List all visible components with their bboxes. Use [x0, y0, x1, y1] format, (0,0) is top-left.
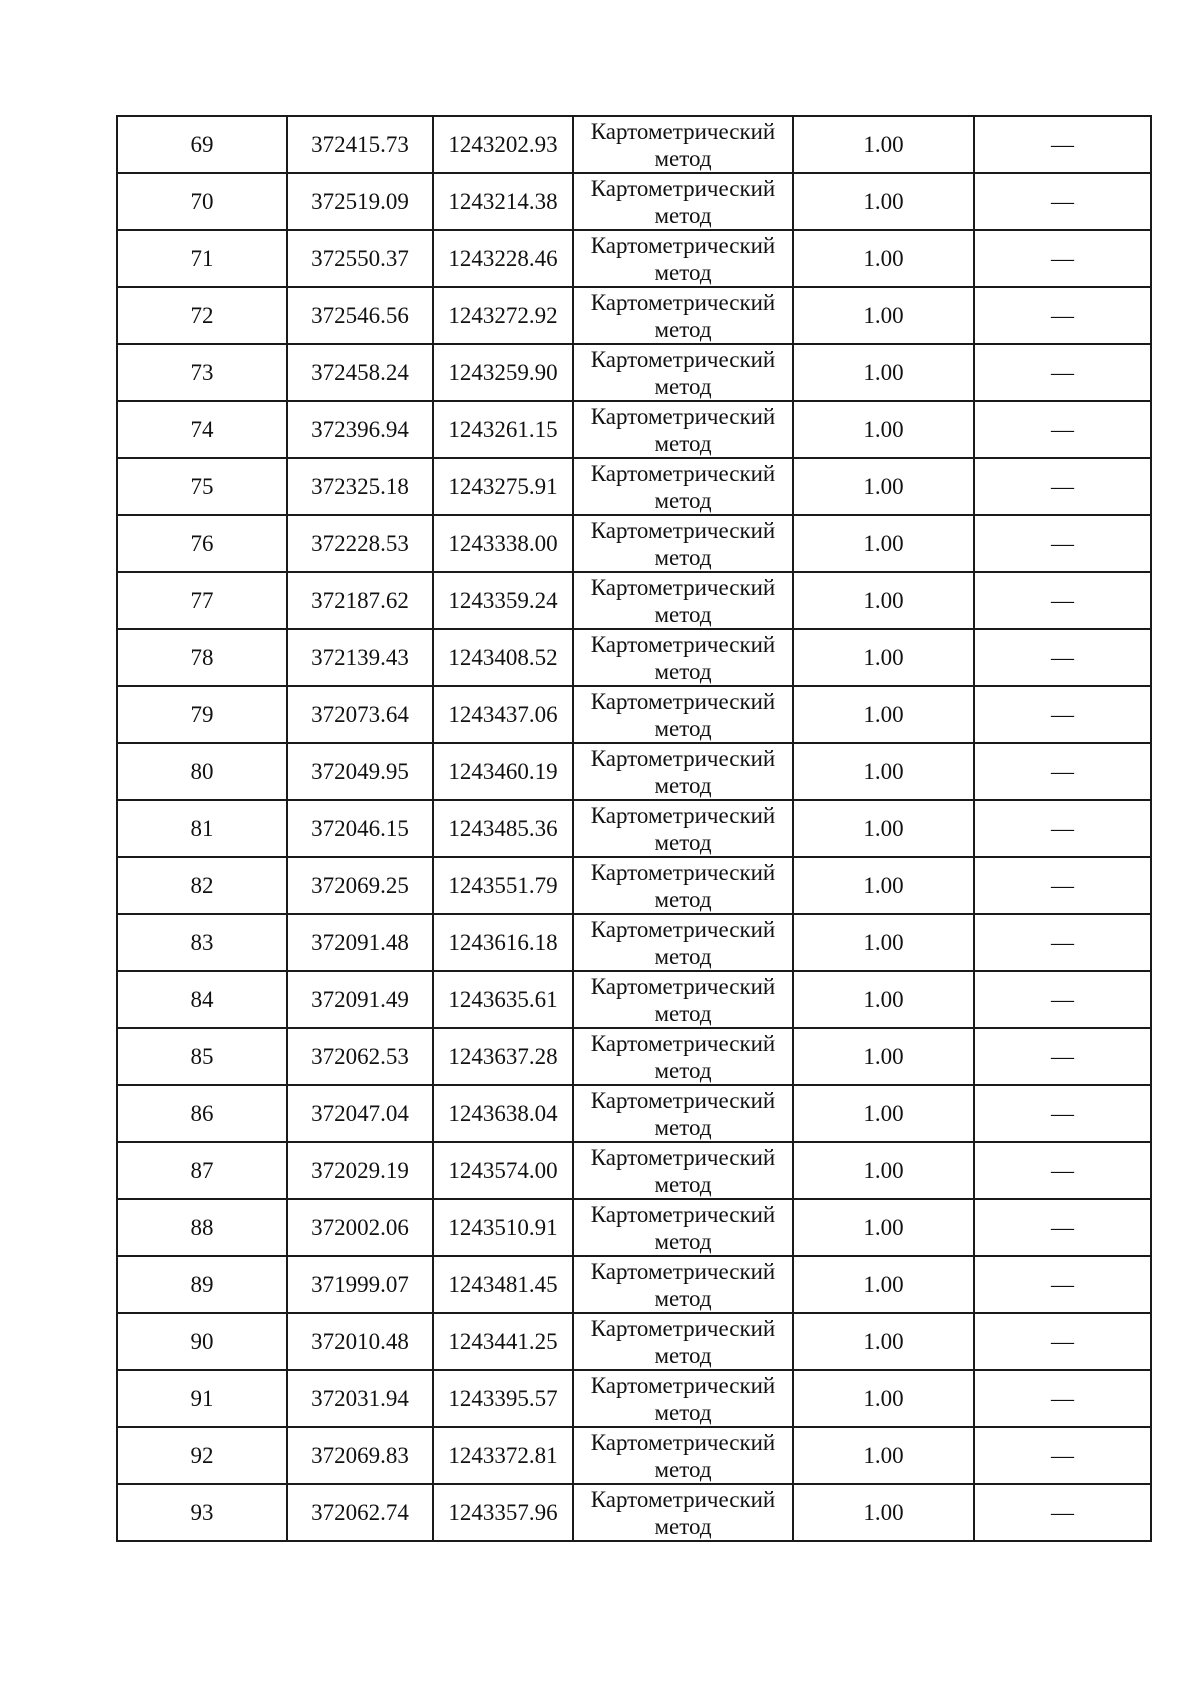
- method-line-2: метод: [654, 1286, 712, 1311]
- accuracy-cell: 1.00: [793, 743, 974, 800]
- coordinate-y-cell: 1243510.91: [433, 1199, 573, 1256]
- table-row: [117, 1256, 1151, 1313]
- accuracy-cell: 1.00: [793, 1199, 974, 1256]
- point-number-cell: 76: [117, 515, 287, 572]
- method-cell: [573, 629, 793, 686]
- coordinate-x-cell: 372415.73: [287, 116, 433, 173]
- note-cell: —: [974, 1028, 1151, 1085]
- method-line-1: Картометрический: [590, 1259, 776, 1284]
- table-row: [117, 173, 1151, 230]
- method-line-1: Картометрический: [590, 917, 776, 942]
- method-line-1: Картометрический: [590, 119, 776, 144]
- table-row: [117, 629, 1151, 686]
- point-number-cell: 80: [117, 743, 287, 800]
- note-cell: —: [974, 401, 1151, 458]
- table-row: [117, 401, 1151, 458]
- method-line-2: метод: [654, 260, 712, 285]
- coordinate-x-cell: 372073.64: [287, 686, 433, 743]
- method-cell: [573, 344, 793, 401]
- table-row: [117, 230, 1151, 287]
- point-number-cell: 90: [117, 1313, 287, 1370]
- method-line-1: Картометрический: [590, 689, 776, 714]
- accuracy-cell: 1.00: [793, 230, 974, 287]
- point-number-cell: 93: [117, 1484, 287, 1541]
- table-row: [117, 1313, 1151, 1370]
- point-number-cell: 78: [117, 629, 287, 686]
- coordinate-y-cell: 1243460.19: [433, 743, 573, 800]
- method-line-2: метод: [654, 1001, 712, 1026]
- accuracy-cell: 1.00: [793, 344, 974, 401]
- method-cell: [573, 515, 793, 572]
- accuracy-cell: 1.00: [793, 1256, 974, 1313]
- accuracy-cell: 1.00: [793, 914, 974, 971]
- coordinate-y-cell: 1243395.57: [433, 1370, 573, 1427]
- method-cell: [573, 1484, 793, 1541]
- table-row: [117, 1028, 1151, 1085]
- point-number-cell: 73: [117, 344, 287, 401]
- coordinate-x-cell: 372228.53: [287, 515, 433, 572]
- coordinate-x-cell: 372010.48: [287, 1313, 433, 1370]
- note-cell: —: [974, 116, 1151, 173]
- point-number-cell: 77: [117, 572, 287, 629]
- method-line-2: метод: [654, 830, 712, 855]
- coordinate-x-cell: 372029.19: [287, 1142, 433, 1199]
- note-cell: —: [974, 1427, 1151, 1484]
- coordinate-y-cell: 1243638.04: [433, 1085, 573, 1142]
- point-number-cell: 86: [117, 1085, 287, 1142]
- table-row: [117, 1199, 1151, 1256]
- accuracy-cell: 1.00: [793, 173, 974, 230]
- point-number-cell: 85: [117, 1028, 287, 1085]
- method-line-1: Картометрический: [590, 860, 776, 885]
- method-line-1: Картометрический: [590, 1430, 776, 1455]
- accuracy-cell: 1.00: [793, 287, 974, 344]
- method-cell: [573, 1313, 793, 1370]
- method-line-2: метод: [654, 545, 712, 570]
- coordinate-y-cell: 1243228.46: [433, 230, 573, 287]
- method-line-1: Картометрический: [590, 347, 776, 372]
- table-row: [117, 1085, 1151, 1142]
- table-row: [117, 1427, 1151, 1484]
- coordinate-x-cell: 372069.83: [287, 1427, 433, 1484]
- coordinate-y-cell: 1243635.61: [433, 971, 573, 1028]
- point-number-cell: 69: [117, 116, 287, 173]
- method-line-2: метод: [654, 1058, 712, 1083]
- table-row: [117, 344, 1151, 401]
- method-line-2: метод: [654, 1115, 712, 1140]
- coordinate-x-cell: 372047.04: [287, 1085, 433, 1142]
- method-line-1: Картометрический: [590, 974, 776, 999]
- method-cell: [573, 800, 793, 857]
- note-cell: —: [974, 1256, 1151, 1313]
- method-line-1: Картометрический: [590, 518, 776, 543]
- table-row: [117, 458, 1151, 515]
- method-line-2: метод: [654, 203, 712, 228]
- coordinate-x-cell: 372139.43: [287, 629, 433, 686]
- method-line-1: Картометрический: [590, 1088, 776, 1113]
- coordinate-y-cell: 1243202.93: [433, 116, 573, 173]
- coordinate-y-cell: 1243551.79: [433, 857, 573, 914]
- note-cell: —: [974, 1484, 1151, 1541]
- point-number-cell: 72: [117, 287, 287, 344]
- method-line-2: метод: [654, 887, 712, 912]
- point-number-cell: 91: [117, 1370, 287, 1427]
- point-number-cell: 87: [117, 1142, 287, 1199]
- coordinate-y-cell: 1243259.90: [433, 344, 573, 401]
- note-cell: —: [974, 857, 1151, 914]
- point-number-cell: 89: [117, 1256, 287, 1313]
- accuracy-cell: 1.00: [793, 572, 974, 629]
- method-line-2: метод: [654, 1457, 712, 1482]
- coordinate-y-cell: 1243359.24: [433, 572, 573, 629]
- coordinate-y-cell: 1243574.00: [433, 1142, 573, 1199]
- method-line-1: Картометрический: [590, 233, 776, 258]
- method-line-1: Картометрический: [590, 1316, 776, 1341]
- point-number-cell: 84: [117, 971, 287, 1028]
- method-line-1: Картометрический: [590, 1373, 776, 1398]
- accuracy-cell: 1.00: [793, 1142, 974, 1199]
- note-cell: —: [974, 344, 1151, 401]
- note-cell: —: [974, 971, 1151, 1028]
- accuracy-cell: 1.00: [793, 1427, 974, 1484]
- method-cell: [573, 287, 793, 344]
- coordinate-x-cell: 372046.15: [287, 800, 433, 857]
- method-line-1: Картометрический: [590, 1031, 776, 1056]
- note-cell: —: [974, 515, 1151, 572]
- note-cell: —: [974, 287, 1151, 344]
- accuracy-cell: 1.00: [793, 629, 974, 686]
- method-line-1: Картометрический: [590, 290, 776, 315]
- table-row: [117, 686, 1151, 743]
- coordinate-x-cell: 372031.94: [287, 1370, 433, 1427]
- coordinate-y-cell: 1243372.81: [433, 1427, 573, 1484]
- coordinate-y-cell: 1243338.00: [433, 515, 573, 572]
- coordinate-x-cell: 372550.37: [287, 230, 433, 287]
- coordinate-x-cell: 372091.48: [287, 914, 433, 971]
- coordinate-y-cell: 1243214.38: [433, 173, 573, 230]
- coordinate-y-cell: 1243437.06: [433, 686, 573, 743]
- point-number-cell: 75: [117, 458, 287, 515]
- note-cell: —: [974, 173, 1151, 230]
- note-cell: —: [974, 458, 1151, 515]
- method-line-2: метод: [654, 1400, 712, 1425]
- table-row: [117, 116, 1151, 173]
- method-cell: [573, 1199, 793, 1256]
- method-cell: [573, 857, 793, 914]
- accuracy-cell: 1.00: [793, 1370, 974, 1427]
- method-line-2: метод: [654, 1229, 712, 1254]
- method-line-2: метод: [654, 602, 712, 627]
- method-cell: [573, 914, 793, 971]
- method-line-2: метод: [654, 317, 712, 342]
- accuracy-cell: 1.00: [793, 1085, 974, 1142]
- note-cell: —: [974, 1313, 1151, 1370]
- method-cell: [573, 458, 793, 515]
- coordinate-y-cell: 1243485.36: [433, 800, 573, 857]
- accuracy-cell: 1.00: [793, 515, 974, 572]
- coordinate-x-cell: 372062.74: [287, 1484, 433, 1541]
- accuracy-cell: 1.00: [793, 1028, 974, 1085]
- method-line-2: метод: [654, 374, 712, 399]
- method-line-1: Картометрический: [590, 632, 776, 657]
- method-line-1: Картометрический: [590, 746, 776, 771]
- method-line-2: метод: [654, 944, 712, 969]
- coordinate-x-cell: 372049.95: [287, 743, 433, 800]
- coordinate-x-cell: 372002.06: [287, 1199, 433, 1256]
- coordinate-x-cell: 372325.18: [287, 458, 433, 515]
- note-cell: —: [974, 572, 1151, 629]
- method-cell: [573, 230, 793, 287]
- table-row: [117, 287, 1151, 344]
- method-line-2: метод: [654, 1514, 712, 1539]
- point-number-cell: 83: [117, 914, 287, 971]
- coordinate-y-cell: 1243441.25: [433, 1313, 573, 1370]
- accuracy-cell: 1.00: [793, 1484, 974, 1541]
- method-line-2: метод: [654, 488, 712, 513]
- note-cell: —: [974, 1142, 1151, 1199]
- table-row: [117, 800, 1151, 857]
- accuracy-cell: 1.00: [793, 1313, 974, 1370]
- method-line-2: метод: [654, 773, 712, 798]
- point-number-cell: 92: [117, 1427, 287, 1484]
- point-number-cell: 81: [117, 800, 287, 857]
- coordinate-x-cell: 372062.53: [287, 1028, 433, 1085]
- method-cell: [573, 1427, 793, 1484]
- method-line-2: метод: [654, 716, 712, 741]
- method-cell: [573, 1142, 793, 1199]
- coordinate-y-cell: 1243272.92: [433, 287, 573, 344]
- coordinate-x-cell: 372519.09: [287, 173, 433, 230]
- method-line-1: Картометрический: [590, 176, 776, 201]
- method-line-2: метод: [654, 659, 712, 684]
- note-cell: —: [974, 686, 1151, 743]
- table-row: [117, 572, 1151, 629]
- method-cell: [573, 743, 793, 800]
- method-line-2: метод: [654, 1172, 712, 1197]
- coordinate-y-cell: 1243275.91: [433, 458, 573, 515]
- coordinate-x-cell: 372458.24: [287, 344, 433, 401]
- coordinate-y-cell: 1243616.18: [433, 914, 573, 971]
- method-line-2: метод: [654, 431, 712, 456]
- method-cell: [573, 1085, 793, 1142]
- method-cell: [573, 1256, 793, 1313]
- method-line-1: Картометрический: [590, 404, 776, 429]
- coordinate-x-cell: 372069.25: [287, 857, 433, 914]
- note-cell: —: [974, 1085, 1151, 1142]
- point-number-cell: 79: [117, 686, 287, 743]
- method-line-1: Картометрический: [590, 461, 776, 486]
- method-line-1: Картометрический: [590, 575, 776, 600]
- accuracy-cell: 1.00: [793, 800, 974, 857]
- table-row: [117, 1484, 1151, 1541]
- point-number-cell: 71: [117, 230, 287, 287]
- note-cell: —: [974, 743, 1151, 800]
- table-row: [117, 914, 1151, 971]
- note-cell: —: [974, 1370, 1151, 1427]
- point-number-cell: 74: [117, 401, 287, 458]
- method-line-1: Картометрический: [590, 1202, 776, 1227]
- coordinate-y-cell: 1243357.96: [433, 1484, 573, 1541]
- method-cell: [573, 1370, 793, 1427]
- coordinates-table: [116, 115, 1152, 1542]
- accuracy-cell: 1.00: [793, 458, 974, 515]
- method-line-2: метод: [654, 1343, 712, 1368]
- accuracy-cell: 1.00: [793, 116, 974, 173]
- note-cell: —: [974, 914, 1151, 971]
- coordinate-y-cell: 1243481.45: [433, 1256, 573, 1313]
- note-cell: —: [974, 1199, 1151, 1256]
- table-row: [117, 1370, 1151, 1427]
- method-line-2: метод: [654, 146, 712, 171]
- coordinate-y-cell: 1243637.28: [433, 1028, 573, 1085]
- coordinate-x-cell: 372091.49: [287, 971, 433, 1028]
- coordinate-y-cell: 1243261.15: [433, 401, 573, 458]
- table-row: [117, 971, 1151, 1028]
- method-cell: [573, 173, 793, 230]
- method-cell: [573, 116, 793, 173]
- table-row: [117, 743, 1151, 800]
- method-cell: [573, 572, 793, 629]
- coordinate-x-cell: 372396.94: [287, 401, 433, 458]
- table-row: [117, 857, 1151, 914]
- accuracy-cell: 1.00: [793, 401, 974, 458]
- method-cell: [573, 971, 793, 1028]
- accuracy-cell: 1.00: [793, 686, 974, 743]
- coordinate-x-cell: 372187.62: [287, 572, 433, 629]
- method-cell: [573, 686, 793, 743]
- point-number-cell: 70: [117, 173, 287, 230]
- accuracy-cell: 1.00: [793, 971, 974, 1028]
- coordinates-table-body: [117, 116, 1151, 1541]
- method-line-1: Картометрический: [590, 803, 776, 828]
- coordinate-x-cell: 372546.56: [287, 287, 433, 344]
- point-number-cell: 88: [117, 1199, 287, 1256]
- accuracy-cell: 1.00: [793, 857, 974, 914]
- coordinate-y-cell: 1243408.52: [433, 629, 573, 686]
- table-row: [117, 1142, 1151, 1199]
- method-cell: [573, 401, 793, 458]
- method-line-1: Картометрический: [590, 1487, 776, 1512]
- method-cell: [573, 1028, 793, 1085]
- table-row: [117, 515, 1151, 572]
- point-number-cell: 82: [117, 857, 287, 914]
- method-line-1: Картометрический: [590, 1145, 776, 1170]
- note-cell: —: [974, 629, 1151, 686]
- note-cell: —: [974, 230, 1151, 287]
- coordinate-x-cell: 371999.07: [287, 1256, 433, 1313]
- note-cell: —: [974, 800, 1151, 857]
